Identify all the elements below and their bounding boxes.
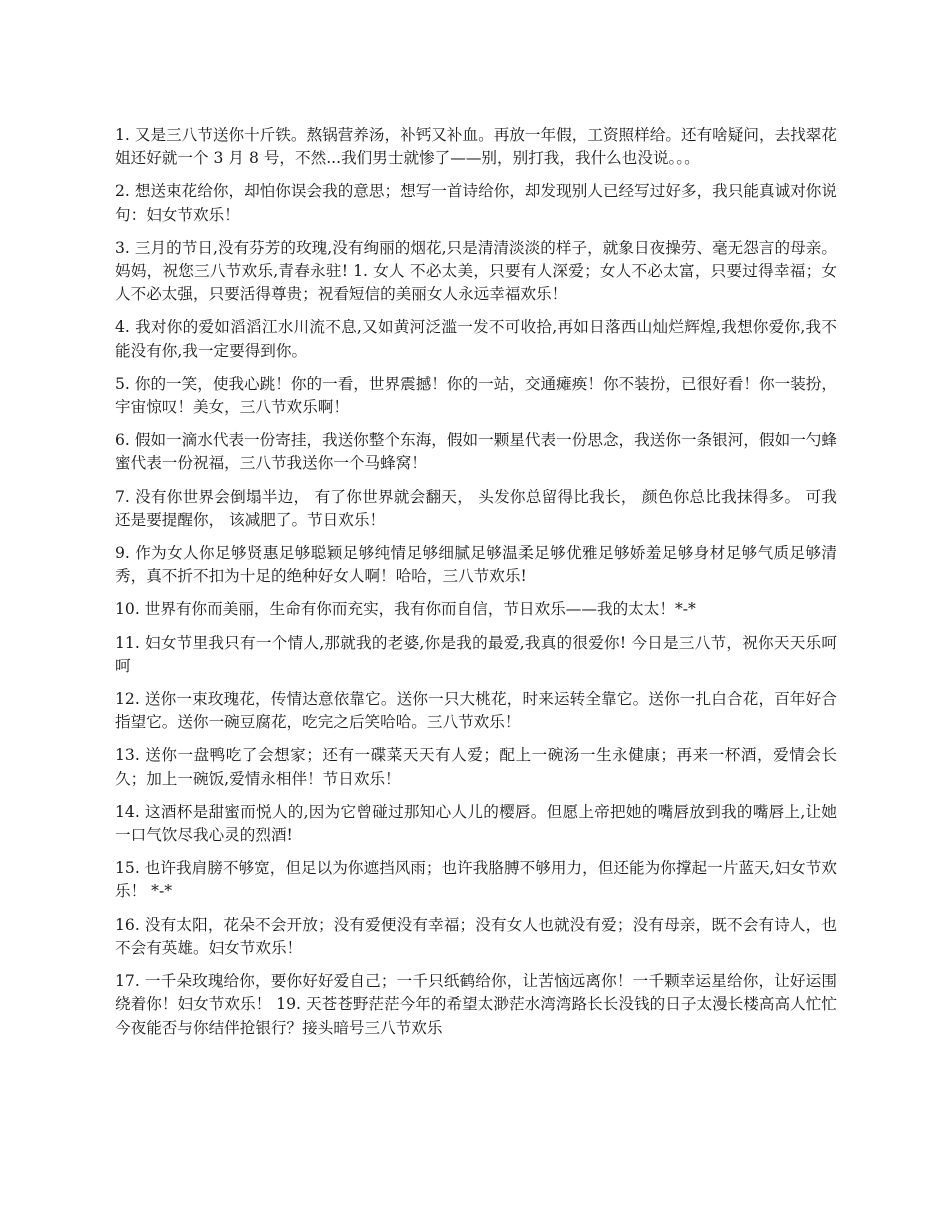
document-body xyxy=(115,124,837,1050)
paragraph-11: 11. 妇女节里我只有一个情人,那就我的老婆,你是我的最爱,我真的很爱你! 今日是三八节，祝你天天乐呵呵 xyxy=(115,633,837,675)
paragraph-14: 14. 这酒杯是甜蜜而悦人的,因为它曾碰过那知心人儿的樱唇。但愿上帝把她的嘴唇放到我的嘴唇上,让她一口气饮尽我心灵的烈酒! xyxy=(115,802,837,845)
paragraph-17: 17. 一千朵玫瑰给你，要你好好爱自己；一千只纸鹤给你，让苦恼远离你！一千颗幸运星给你，让好运围绕着你！妇女节欢乐！ 19. 天苍苍野茫茫今年的希望太渺茫水湾湾路长长没钱的日子太漫长楼高高人忙忙今夜能否与你结伴抢银行？接头暗号三八节欢乐 xyxy=(115,972,837,1037)
paragraph-2: 2. 想送束花给你，却怕你误会我的意思；想写一首诗给你，却发现别人已经写过好多，我只能真诚对你说句：妇女节欢乐！ xyxy=(115,182,837,224)
paragraph-13: 13. 送你一盘鸭吃了会想家；还有一碟菜天天有人爱；配上一碗汤一生永健康；再来一杯酒，爱情会长久；加上一碗饭,爱情永相伴！节日欢乐！ xyxy=(115,746,837,788)
paragraph-1: 1. 又是三八节送你十斤铁。熬锅营养汤，补钙又补血。再放一年假，工资照样给。还有啥疑问，去找翠花姐还好就一个 3 月 8 号，不然...我们男士就惨了——别，别打我，我什么也没说。。。 xyxy=(115,126,837,168)
paragraph-12: 12. 送你一束玫瑰花，传情达意依靠它。送你一只大桃花，时来运转全靠它。送你一扎白合花，百年好合指望它。送你一碗豆腐花，吃完之后笑哈哈。三八节欢乐！ xyxy=(115,690,837,732)
paragraph-9: 9. 作为女人你足够贤惠足够聪颖足够纯情足够细腻足够温柔足够优雅足够娇羞足够身材足够气质足够清秀，真不折不扣为十足的绝种好女人啊！哈哈，三八节欢乐! xyxy=(115,544,837,586)
paragraph-7: 7. 没有你世界会倒塌半边， 有了你世界就会翻天， 头发你总留得比我长， 颜色你总比我抹得多。 可我还是要提醒你， 该减肥了。节日欢乐！ xyxy=(115,487,837,529)
paragraph-16: 16. 没有太阳，花朵不会开放；没有爱便没有幸福；没有女人也就没有爱；没有母亲，既不会有诗人，也不会有英雄。妇女节欢乐！ xyxy=(115,915,837,957)
paragraph-5: 5. 你的一笑，使我心跳！你的一看，世界震撼！你的一站，交通瘫痪！你不装扮，已很好看！你一装扮，宇宙惊叹！美女，三八节欢乐啊！ xyxy=(115,374,837,417)
paragraph-6: 6. 假如一滴水代表一份寄挂，我送你整个东海，假如一颗星代表一份思念，我送你一条银河，假如一勺蜂蜜代表一份祝福，三八节我送你一个马蜂窝！ xyxy=(115,431,837,473)
paragraph-3: 3. 三月的节日,没有芬芳的玫瑰,没有绚丽的烟花,只是清清淡淡的样子，就象日夜操劳、毫无怨言的母亲。妈妈，祝您三八节欢乐,青春永驻! 1. 女人 不必太美，只要有人深爱；女人不必太富，只要过得幸福；女人不必太强，只要活得尊贵；祝看短信的美丽女人永远幸福欢乐！ xyxy=(115,238,837,304)
paragraph-10: 10. 世界有你而美丽，生命有你而充实，我有你而自信，节日欢乐——我的太太！*-* xyxy=(115,600,696,619)
paragraph-15: 15. 也许我肩膀不够宽，但足以为你遮挡风雨；也许我胳膊不够用力，但还能为你撑起一片蓝天,妇女节欢乐！ *-* xyxy=(115,859,837,901)
paragraph-4: 4. 我对你的爱如滔滔江水川流不息,又如黄河泛滥一发不可收拾,再如日落西山灿烂辉煌,我想你爱你,我不能没有你,我一定要得到你。 xyxy=(115,318,837,360)
